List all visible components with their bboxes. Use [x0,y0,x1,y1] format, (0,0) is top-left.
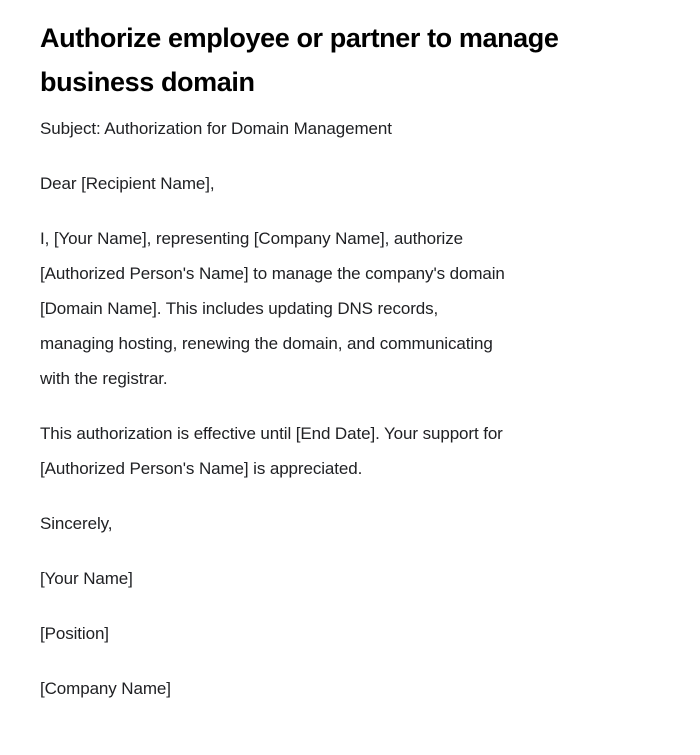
paragraph-line: [Authorized Person's Name] is appreciated. [40,459,363,478]
paragraph-line: [Position] [40,624,109,643]
paragraph [40,616,660,651]
paragraph-line: [Company Name] [40,679,171,698]
paragraph [40,221,660,396]
paragraph [40,111,660,146]
page-title-line: Authorize employee or partner to manage [40,23,559,53]
paragraph-line: I, [Your Name], representing [Company Name], authorize [40,229,463,248]
paragraph [40,671,660,706]
paragraph-line: with the registrar. [40,369,168,388]
paragraph-line: [Your Name] [40,569,133,588]
paragraph-line: Sincerely, [40,514,113,533]
paragraph [40,561,660,596]
page-title-line: business domain [40,67,255,97]
letter-body [40,111,660,706]
paragraph-line: This authorization is effective until [End Date]. Your support for [40,424,503,443]
paragraph-line: [Domain Name]. This includes updating DNS records, [40,299,439,318]
paragraph [40,166,660,201]
paragraph [40,506,660,541]
paragraph-line: [Authorized Person's Name] to manage the company's domain [40,264,505,283]
paragraph-line: managing hosting, renewing the domain, and communicating [40,334,493,353]
paragraph-line: Subject: Authorization for Domain Management [40,119,392,138]
paragraph-line: Dear [Recipient Name], [40,174,215,193]
page-title [40,16,660,104]
paragraph [40,416,660,486]
